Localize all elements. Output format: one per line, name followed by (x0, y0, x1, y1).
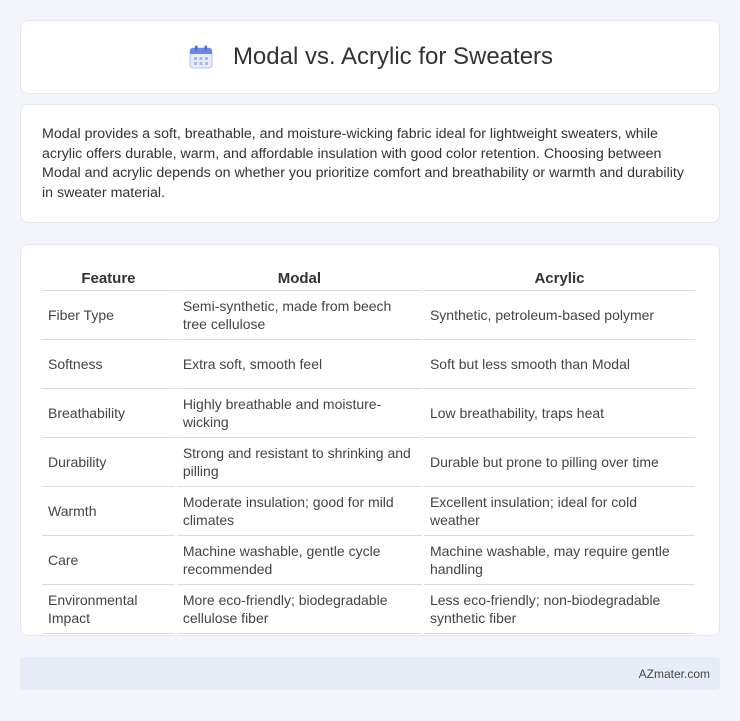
modal-cell: More eco-friendly; biodegradable cellulose fiber (177, 585, 422, 634)
feature-cell: Care (42, 536, 175, 585)
table-row (42, 291, 695, 340)
table-row (42, 536, 695, 585)
acrylic-cell: Synthetic, petroleum-based polymer (424, 291, 695, 340)
title-card (20, 20, 720, 94)
column-header-acrylic: Acrylic (424, 261, 695, 291)
modal-cell: Highly breathable and moisture-wicking (177, 389, 422, 438)
column-header-modal: Modal (177, 261, 422, 291)
feature-cell: Environmental Impact (42, 585, 175, 634)
feature-cell: Softness (42, 340, 175, 389)
feature-cell: Fiber Type (42, 291, 175, 340)
acrylic-cell: Excellent insulation; ideal for cold weather (424, 487, 695, 536)
table-row (42, 340, 695, 389)
acrylic-cell: Less eco-friendly; non-biodegradable synthetic fiber (424, 585, 695, 634)
column-header-feature: Feature (42, 261, 175, 291)
intro-paragraph: Modal provides a soft, breathable, and moisture-wicking fabric ideal for lightweight sweaters, while acrylic offers durable, warm, and affordable insulation with good color retention. Choosing between Modal and acrylic depends on whether you prioritize comfort and breathability or warmth and durability in sweater material. (42, 126, 684, 201)
table-row (42, 487, 695, 536)
calendar-icon (187, 43, 215, 71)
feature-cell: Warmth (42, 487, 175, 536)
footer-site-link[interactable]: AZmater.com (638, 666, 710, 681)
page-title: Modal vs. Acrylic for Sweaters (232, 43, 554, 70)
table-row (42, 389, 695, 438)
acrylic-cell: Soft but less smooth than Modal (424, 340, 695, 389)
table-row (42, 585, 695, 634)
modal-cell: Semi-synthetic, made from beech tree cellulose (177, 291, 422, 340)
table-header-row (42, 261, 695, 291)
modal-cell: Extra soft, smooth feel (177, 340, 422, 389)
modal-cell: Machine washable, gentle cycle recommended (177, 536, 422, 585)
title-wrap (187, 43, 553, 71)
acrylic-cell: Low breathability, traps heat (424, 389, 695, 438)
modal-cell: Moderate insulation; good for mild climates (177, 487, 422, 536)
comparison-table-card (20, 244, 720, 636)
footer-bar (20, 657, 720, 690)
intro-card (20, 104, 720, 223)
acrylic-cell: Machine washable, may require gentle handling (424, 536, 695, 585)
table-row (42, 438, 695, 487)
acrylic-cell: Durable but prone to pilling over time (424, 438, 695, 487)
comparison-table (40, 261, 697, 634)
feature-cell: Durability (42, 438, 175, 487)
feature-cell: Breathability (42, 389, 175, 438)
modal-cell: Strong and resistant to shrinking and pilling (177, 438, 422, 487)
